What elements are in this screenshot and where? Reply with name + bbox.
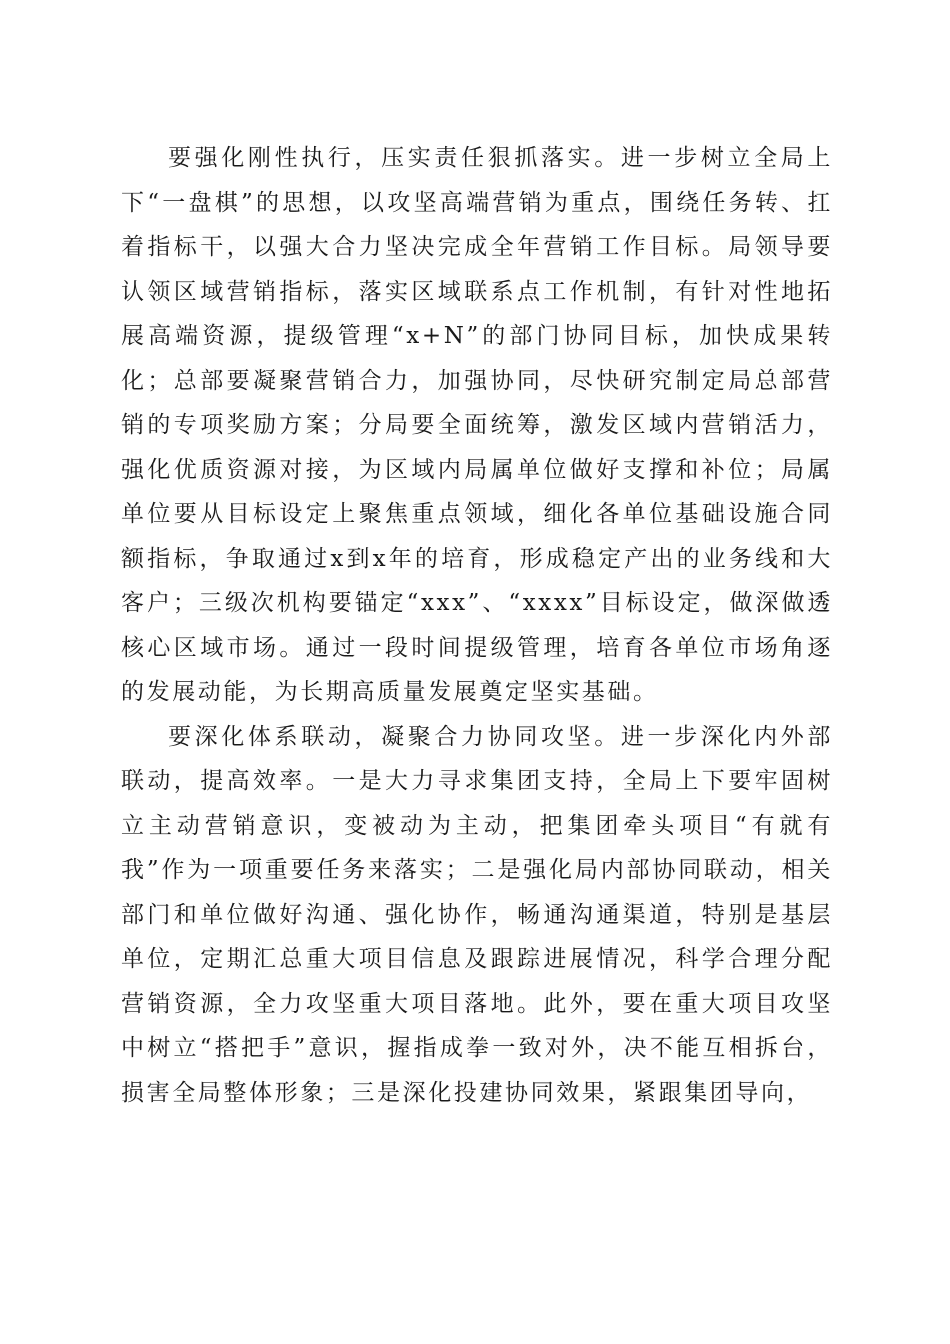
document-body bbox=[121, 136, 833, 1115]
paragraph-system-linkage: 要深化体系联动，凝聚合力协同攻坚。进一步深化内外部联动，提高效率。一是大力寻求集团支持，全局上下要牢固树立主动营销意识，变被动为主动，把集团牵头项目“有就有我”作为一项重要任务来落实；二是强化局内部协同联动，相关部门和单位做好沟通、强化协作，畅通沟通渠道，特别是基层单位，定期汇总重大项目信息及跟踪进展情况，科学合理分配营销资源，全力攻坚重大项目落地。此外，要在重大项目攻坚中树立“搭把手”意识，握指成拳一致对外，决不能互相拆台，损害全局整体形象；三是深化投建协同效果，紧跟集团导向， bbox=[121, 723, 833, 1106]
paragraph-rigid-execution: 要强化刚性执行，压实责任狠抓落实。进一步树立全局上下“一盘棋”的思想，以攻坚高端营销为重点，围绕任务转、扛着指标干，以强大合力坚决完成全年营销工作目标。局领导要认领区域营销指标，落实区域联系点工作机制，有针对性地拓展高端资源，提级管理“x+N”的部门协同目标，加快成果转化；总部要凝聚营销合力，加强协同，尽快研究制定局总部营销的专项奖励方案；分局要全面统筹，激发区域内营销活力，强化优质资源对接，为区域内局属单位做好支撑和补位；局属单位要从目标设定上聚焦重点领域，细化各单位基础设施合同额指标，争取通过x到x年的培育，形成稳定产出的业务线和大客户；三级次机构要锚定“xxx”、“xxxx”目标设定，做深做透核心区域市场。通过一段时间提级管理，培育各单位市场角逐的发展动能，为长期高质量发展奠定坚实基础。 bbox=[121, 145, 833, 705]
